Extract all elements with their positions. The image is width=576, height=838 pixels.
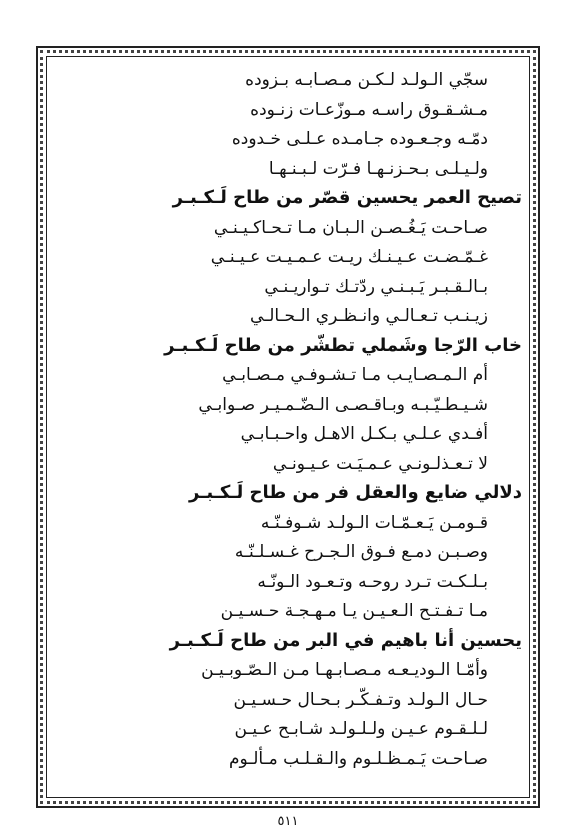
poem-line: ولـيـلـى بـحـزنـهـا فـرّت لـبـنـهـا bbox=[268, 158, 488, 179]
poem-line: وصـبـن دمـع فـوق الـجـرح غـسـلـنّـه bbox=[234, 542, 488, 562]
poem-last-line-wrap bbox=[54, 64, 524, 794]
poem-line: مـشـقـوق راسـه مـوزّعـات زنـوده bbox=[250, 99, 488, 120]
poem-line: أم الـمـصـايـب مـا تـشـوفـي مـصـابـي bbox=[222, 365, 488, 385]
poem-line: حـال الـولـد وتـفـكّـر بـحـال حـسـيـن bbox=[233, 689, 488, 710]
poem-line: وأمّـا الـوديـعـه مـصـابـهـا مـن الـصّـوبـيـن bbox=[201, 660, 488, 680]
poem-line: بـالـقـبـر يَـبـنـي ردّتـك تـواريـنـي bbox=[264, 276, 488, 297]
poem-line: لـلـقـوم عـيـن ولـلـولـد شـابـح عـيـن bbox=[234, 719, 488, 739]
poem-refrain-line: يحسين أنا باهيم في البر من طاح لَـكـبـر bbox=[169, 629, 522, 651]
poem-line: أفـدي عـلـي بـكـل الاهـل واحـبـابـي bbox=[240, 424, 488, 444]
poem-line: شـيـطـيّـبـه وبـاقـصـى الـضّـمـيـر صـوابـي bbox=[198, 394, 488, 415]
poem-line: لا تـعـذلـونـي عـمـيَـت عـيـونـي bbox=[272, 453, 488, 474]
poem-refrain-line: خاب الرّجا وشَملي تطشّر من طاح لَـكـبـر bbox=[164, 334, 522, 356]
poem-line: صـاحـت يَـمـظـلـوم والـقـلـب مـألـوم bbox=[228, 748, 488, 769]
poem-line: غـمّـضـت عـيـنـك ريـت عـمـيـت عـيـنـي bbox=[210, 247, 488, 267]
poem-line: بـلـكـت تـرد روحـه وتـعـود الـونّـه bbox=[257, 571, 488, 592]
poem-refrain-line: دلالي ضايع والعقل فر من طاح لَـكـبـر bbox=[189, 482, 522, 503]
poem-refrain-line: تصيح العمر يحسين قصّر من طاح لَـكـبـر bbox=[172, 187, 522, 208]
poem-line: قـومـن يَـعـمّـات الـولـد شـوفـنّـه bbox=[260, 512, 488, 533]
poem-line: صـاحـت يَـغُـصـن الـبـان مـا تـحـاكـيـنـي bbox=[213, 217, 488, 238]
poem-line: سجّي الـولـد لـكـن مـصـابـه بـزوده bbox=[245, 70, 488, 90]
poem-line: زيـنـب تـعـالـي وانـظـري الـحـالـي bbox=[250, 306, 488, 326]
poem-line: دمّـه وجـعـوده جـامـده عـلـى خـدوده bbox=[231, 129, 488, 149]
poem-line: مـا تـفـتـح الـعـيـن يـا مـهـجـة حـسـيـن bbox=[220, 601, 488, 621]
page-number: ٥١١ bbox=[277, 814, 299, 829]
